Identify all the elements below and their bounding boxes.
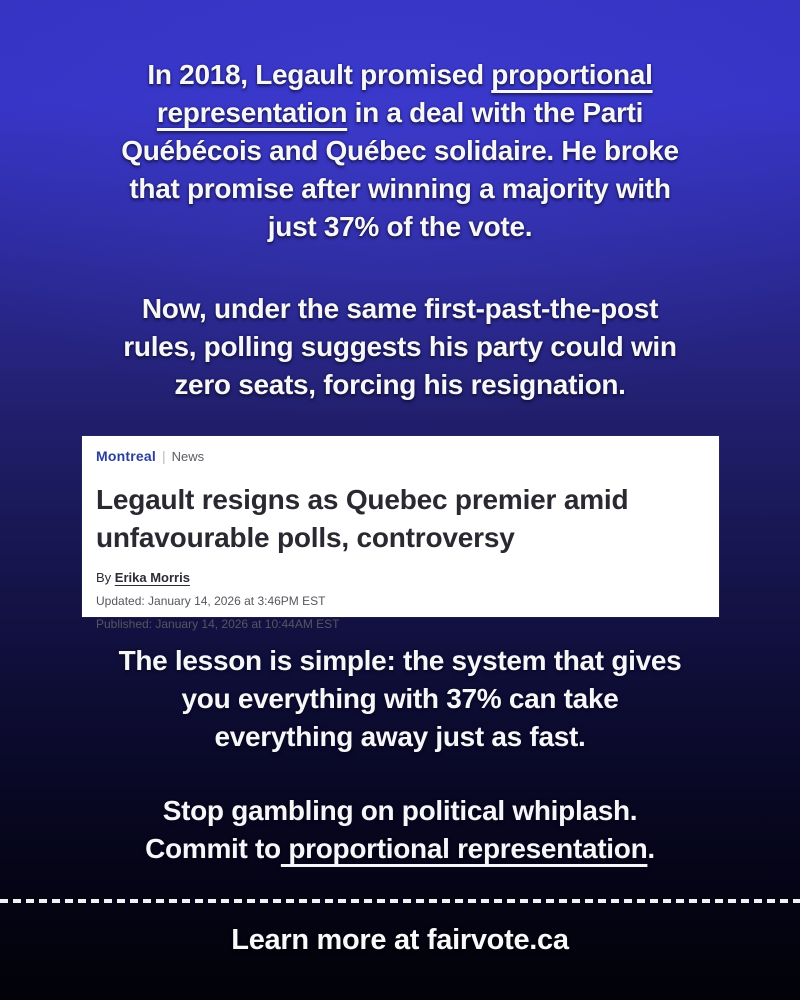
lesson-line-2: you everything with 37% can take <box>181 683 619 714</box>
intro-paragraph <box>0 56 800 246</box>
breadcrumb-separator: | <box>161 448 166 464</box>
intro-line-2 <box>0 94 800 132</box>
news-breadcrumb <box>96 448 705 465</box>
intro-line-4: that promise after winning a majority with <box>129 173 671 204</box>
underlined-phrase-proportional: proportional <box>491 59 653 90</box>
cta-line-2-text: Commit to <box>145 833 281 864</box>
news-headline: Legault resigns as Quebec premier amid unfavourable polls, controversy <box>96 484 629 553</box>
intro-line-5: just 37% of the vote. <box>267 211 533 242</box>
cta-line-1: Stop gambling on political whiplash. <box>162 795 638 826</box>
intro-line-3: Québécois and Québec solidaire. He broke <box>121 135 679 166</box>
news-published-timestamp: Published: January 14, 2026 at 10:44AM EST <box>96 617 340 631</box>
polling-paragraph <box>0 290 800 404</box>
news-byline <box>96 570 705 585</box>
polling-line-1: Now, under the same first-past-the-post <box>141 293 659 324</box>
intro-line-1-text: In 2018, Legault promised <box>147 59 492 90</box>
intro-line-2-text: in a deal with the Parti <box>347 97 644 128</box>
news-updated-timestamp: Updated: January 14, 2026 at 3:46PM EST <box>96 594 326 608</box>
underlined-phrase-proportional-representation: proportional representation <box>280 833 648 864</box>
news-article-screenshot <box>82 436 719 631</box>
underlined-phrase-representation: representation <box>156 97 348 128</box>
author-link[interactable]: Erika Morris <box>114 570 190 585</box>
news-section-link[interactable]: Montreal <box>96 448 156 464</box>
polling-line-3: zero seats, forcing his resignation. <box>174 369 626 400</box>
call-to-action-paragraph <box>0 792 800 868</box>
lesson-line-1: The lesson is simple: the system that gives <box>118 645 682 676</box>
dashed-divider <box>0 899 800 903</box>
footer-learn-more: Learn more at fairvote.ca <box>231 924 569 956</box>
cta-line-2 <box>0 830 800 868</box>
lesson-paragraph <box>0 642 800 756</box>
news-subsection-link[interactable]: News <box>171 449 205 464</box>
intro-line-1 <box>0 56 800 94</box>
lesson-line-3: everything away just as fast. <box>214 721 586 752</box>
byline-prefix: By <box>96 570 115 585</box>
polling-line-2: rules, polling suggests his party could win <box>123 331 677 362</box>
cta-line-2-period: . <box>647 833 655 864</box>
